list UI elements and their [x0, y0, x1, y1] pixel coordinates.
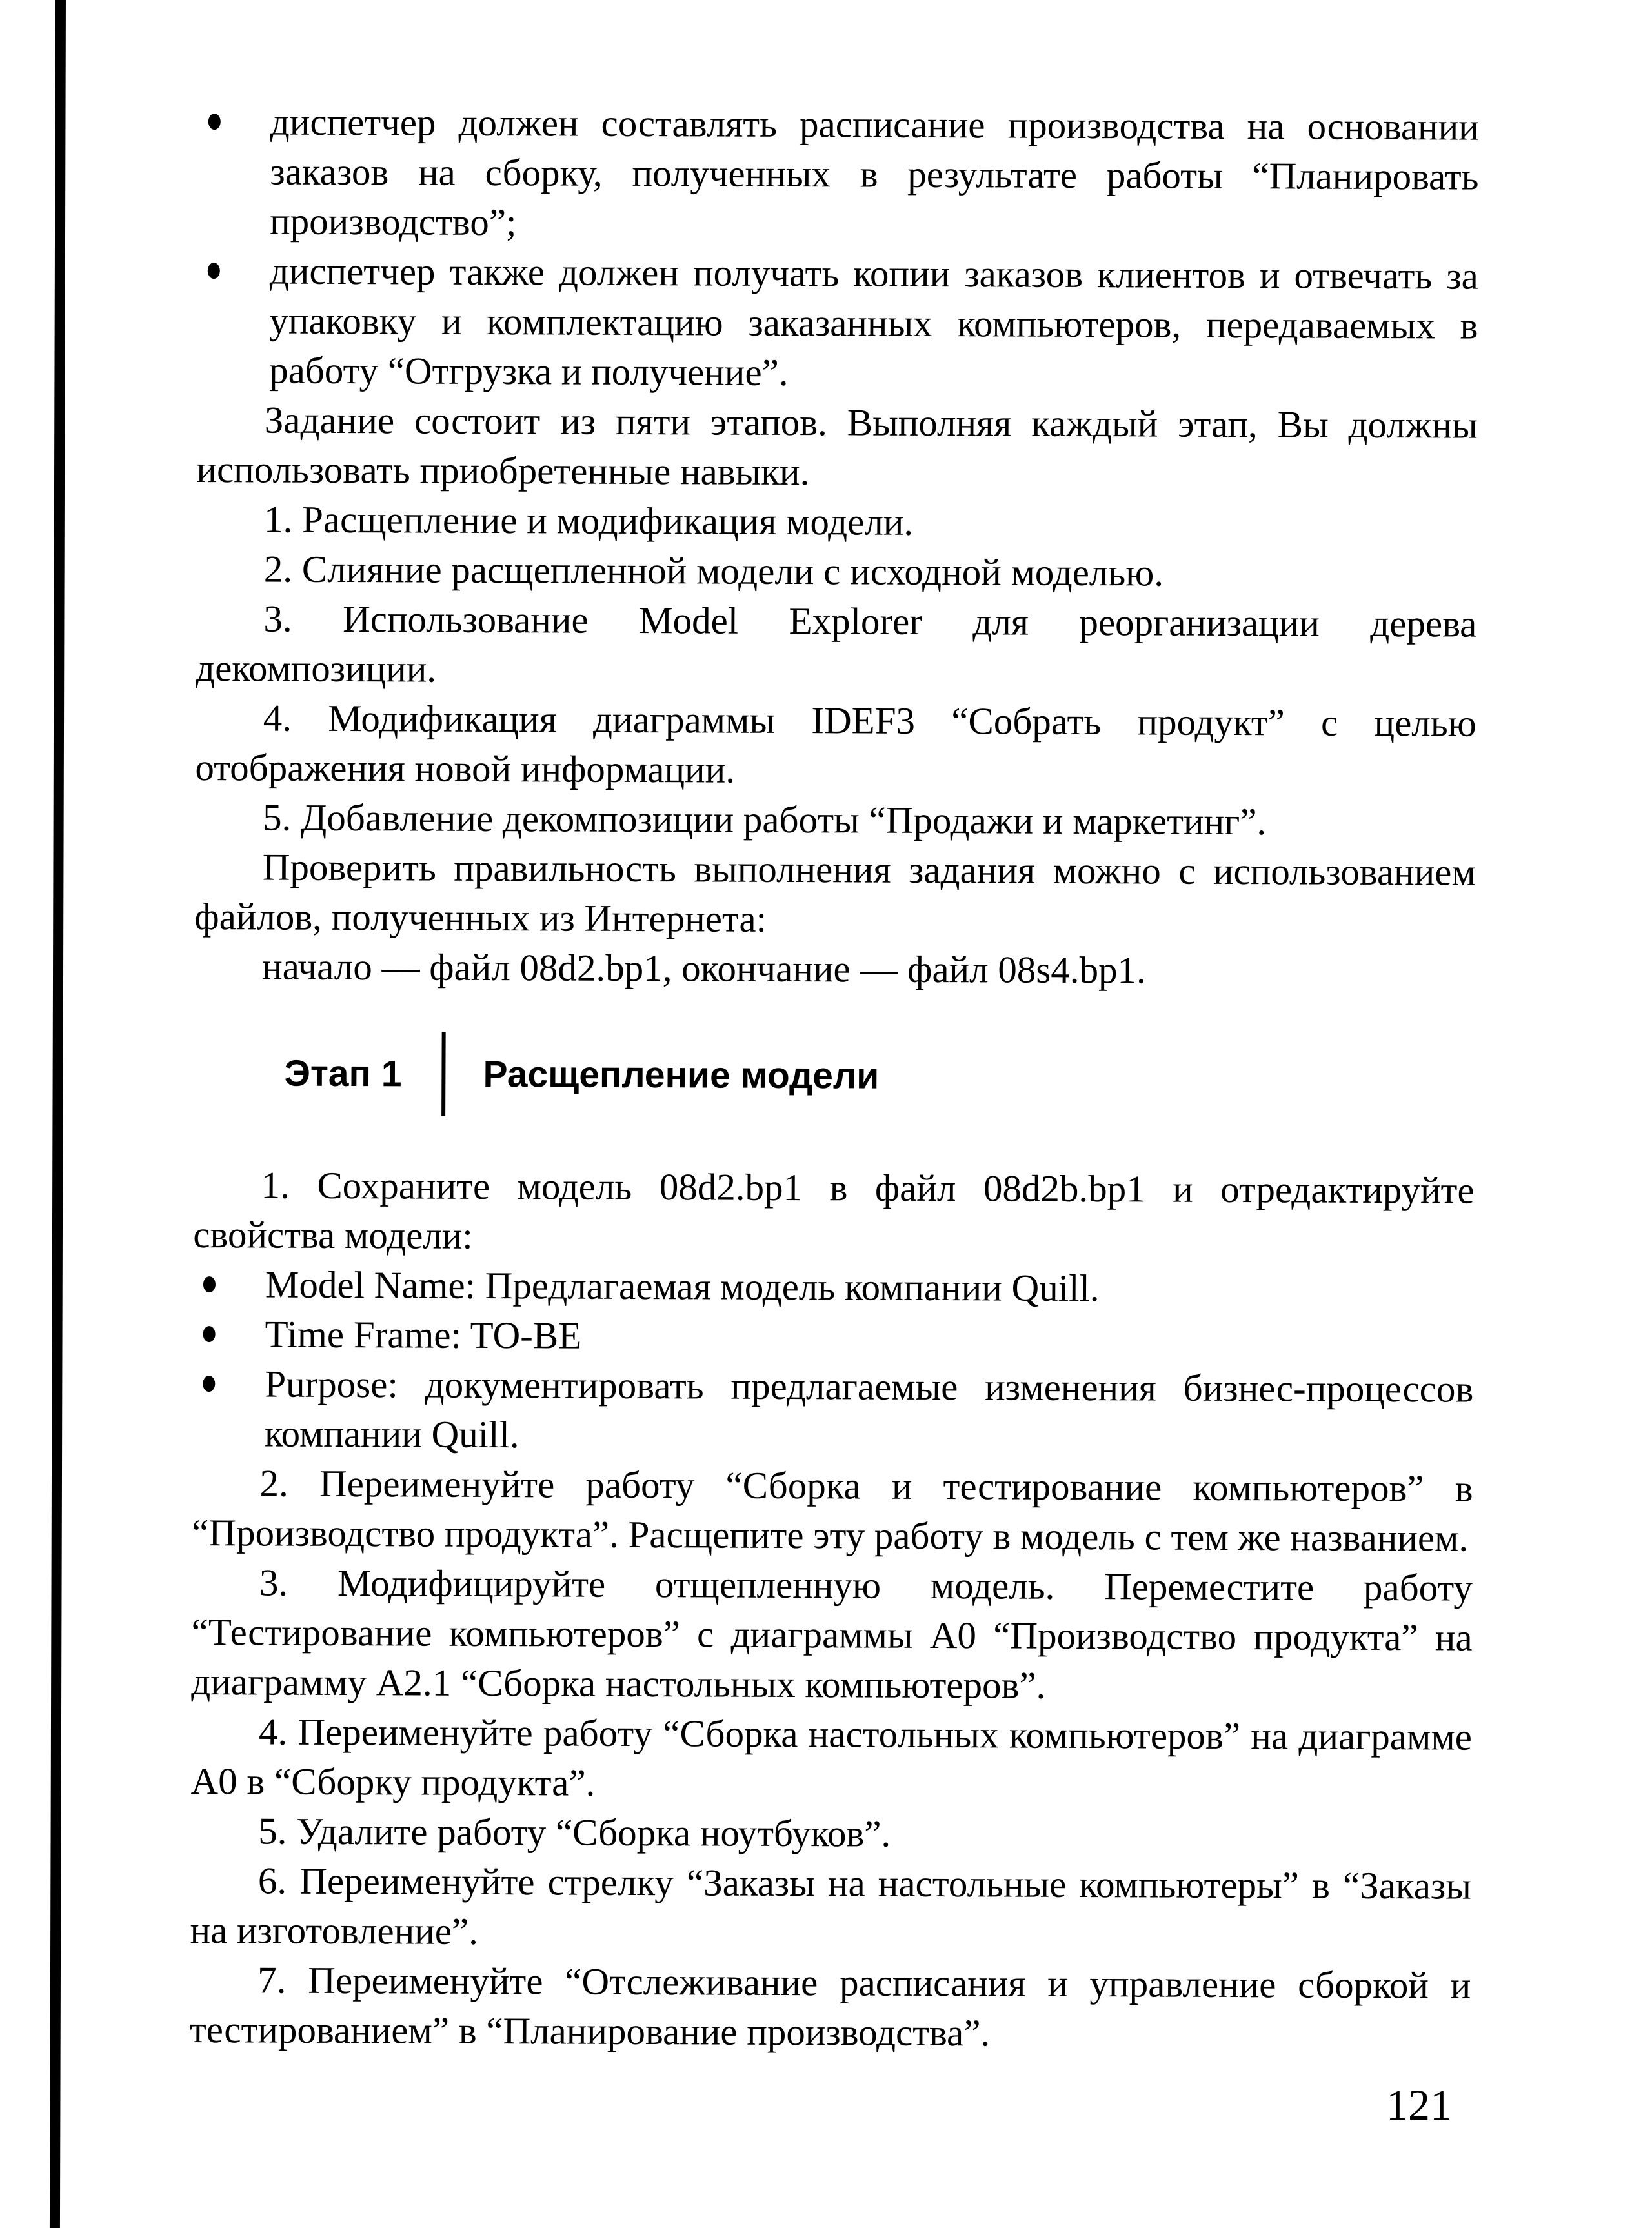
list-item: диспетчер также должен получать копии заказов клиентов и отвечать за упаковку и комплектацию заказанных компьютеров, передаваемых в работу “Отгрузка и получение”. [197, 246, 1478, 401]
task-step: 4. Модификация диаграммы IDEF3 “Собрать продукт” с целью отображения новой информации. [195, 696, 1476, 791]
stage-label: Этап 1 [284, 1052, 402, 1094]
scan-binding-bar [50, 0, 66, 2228]
files-line: начало — файл 08d2.bp1, окончание — файл 08s4.bp1. [261, 945, 1146, 992]
step-paragraph: 2. Переименуйте работу “Сборка и тестирование компьютеров” в “Производство продукта”. Расщепите эту работу в модель с тем же названием. [192, 1461, 1473, 1560]
step-paragraph: 5. Удалите работу “Сборка ноутбуков”. [258, 1809, 891, 1855]
property-item: Purpose: документировать предлагаемые изменения бизнес-процессов компании Quill. [192, 1359, 1474, 1464]
intro-bullet-list [197, 97, 1479, 401]
step-paragraph: 4. Переименуйте работу “Сборка настольных компьютеров” на диаграмме А0 в “Сборку продукта”. [190, 1710, 1473, 1804]
property-item: Time Frame: TO-BE [192, 1309, 1473, 1365]
stage-rule-divider [441, 1032, 446, 1116]
task-step: 2. Слияние расщепленной модели с исходной моделью. [263, 547, 1164, 594]
task-step: 1. Расщепление и модификация модели. [264, 497, 914, 543]
model-properties-list [192, 1260, 1474, 1464]
step-paragraph: 3. Модифицируйте отщепленную модель. Переместите работу “Тестирование компьютеров” с диаграммы А0 “Производство продукта” на диаграмму А2.1 “Сборка настольных компьютеров”. [191, 1561, 1473, 1707]
stage-heading [284, 1032, 1475, 1121]
step-paragraph: 7. Переименуйте “Отслеживание расписания и управление сборкой и тестированием” в “Планирование производства”. [189, 1958, 1471, 2054]
property-item: Model Name: Предлагаемая модель компании Quill. [193, 1260, 1474, 1315]
page-content [190, 97, 1479, 2060]
task-step: 3. Использование Model Explorer для реорганизации дерева декомпозиции. [195, 597, 1477, 690]
list-item: диспетчер должен составлять расписание производства на основании заказов на сборку, полученных в результате работы “Планировать производство”; [197, 97, 1479, 252]
check-note: Проверить правильность выполнения задания можно с использованием файлов, полученных из Интернета: [194, 845, 1476, 940]
task-overview-lead: Задание состоит из пяти этапов. Выполняя каждый этап, Вы должны использовать приобретенные навыки. [196, 398, 1478, 494]
stage-title: Расщепление модели [483, 1053, 880, 1097]
page-number: 121 [1386, 2080, 1452, 2129]
step-paragraph: 6. Переименуйте стрелку “Заказы на настольные компьютеры” в “Заказы на изготовление”. [190, 1859, 1472, 1952]
step-paragraph: 1. Сохраните модель 08d2.bp1 в файл 08d2b.bp1 и отредактируйте свойства модели: [193, 1163, 1475, 1257]
task-step: 5. Добавление декомпозиции работы “Продажи и маркетинг”. [262, 796, 1267, 843]
